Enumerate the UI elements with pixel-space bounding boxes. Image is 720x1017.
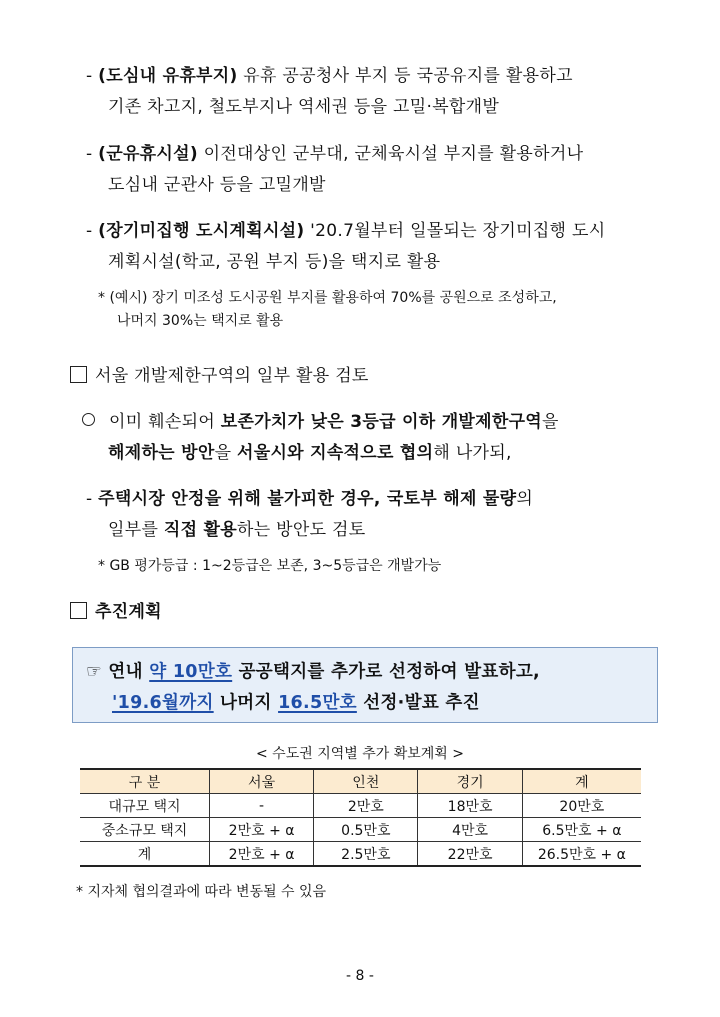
item-gun-line1 [86, 142, 583, 166]
table-row [80, 818, 641, 842]
text-span: 을 [542, 412, 559, 432]
dash-bullet: - [86, 144, 93, 164]
item-text: 이전대상인 군부대, 군체육시설 부지를 활용하거나 [197, 144, 584, 164]
header-cell: 경기 [418, 769, 522, 794]
pointing-hand-icon: ☞ [86, 662, 102, 682]
text-span: 이미 훼손되어 [109, 412, 221, 432]
table-cell: 2만호 + α [209, 842, 313, 867]
dash-bullet: - [86, 221, 93, 241]
bold-span: 보존가치가 낮은 3등급 이하 개발제한구역 [220, 412, 543, 432]
table-cell: 6.5만호 + α [522, 818, 641, 842]
text-span: 의 [516, 489, 534, 509]
table-cell: 0.5만호 [314, 818, 418, 842]
header-cell: 인천 [314, 769, 418, 794]
bold-span: 주택시장 안정을 위해 불가피한 경우, 국토부 해제 물량 [98, 489, 517, 509]
dash-bullet: - [86, 66, 93, 86]
item-dosim-line1 [86, 64, 573, 88]
item-heading: (군유휴시설) [98, 144, 198, 164]
item-jangi-line1 [86, 219, 605, 243]
section-title-text: 서울 개발제한구역의 일부 활용 검토 [95, 366, 369, 386]
table-caption: < 수도권 지역별 추가 확보계획 > [256, 746, 464, 762]
table-cell: 4만호 [418, 818, 522, 842]
table-cell: 2만호 [314, 794, 418, 818]
text-span: 선정·발표 추진 [356, 693, 480, 713]
gb-dash-item-line2 [108, 518, 365, 542]
bold-span: 해제하는 방안 [108, 443, 215, 463]
section-title-gb [70, 364, 369, 388]
table-cell: 26.5만호 + α [522, 842, 641, 867]
table-cell: 22만호 [418, 842, 522, 867]
section-title-text: 추진계획 [95, 602, 162, 622]
text-span: 공공택지를 추가로 선정하여 발표하고, [232, 662, 540, 682]
item-heading: (도심내 유휴부지) [98, 66, 238, 86]
table-cell: 2.5만호 [314, 842, 418, 867]
header-cell: 구 분 [80, 769, 209, 794]
gb-circle-item-line2 [108, 441, 512, 465]
callout-line1 [86, 660, 540, 684]
bold-span: 직접 활용 [163, 520, 237, 540]
text-span: 을 [214, 443, 237, 463]
item-heading: (장기미집행 도시계획시설) [98, 221, 305, 241]
callout-line2 [112, 691, 480, 715]
gb-grade-note: * GB 평가등급 : 1~2등급은 보존, 3~5등급은 개발가능 [98, 558, 442, 574]
note-star: * [98, 290, 105, 306]
square-bullet-icon [70, 366, 87, 383]
gb-dash-item-line1 [86, 487, 533, 511]
header-cell: 서울 [209, 769, 313, 794]
example-note-line2: 나머지 30%는 택지로 활용 [117, 313, 284, 329]
circle-bullet-icon [82, 413, 95, 426]
table-cell: 20만호 [522, 794, 641, 818]
table-header-row [80, 769, 641, 794]
text-span: 하는 방안도 검토 [236, 520, 366, 540]
square-bullet-icon [70, 602, 87, 619]
item-dosim-line2: 기존 차고지, 철도부지나 역세권 등을 고밀·복합개발 [108, 97, 500, 117]
item-text: 유휴 공공청사 부지 등 국공유지를 활용하고 [237, 66, 573, 86]
text-span: 일부를 [108, 520, 164, 540]
item-text: '20.7월부터 일몰되는 장기미집행 도시 [304, 221, 606, 241]
text-span: 연내 [108, 662, 150, 682]
table-footnote: * 지자체 협의결과에 따라 변동될 수 있음 [76, 884, 327, 900]
item-jangi-line2: 계획시설(학교, 공원 부지 등)을 택지로 활용 [108, 252, 441, 272]
page-number: - 8 - [346, 968, 374, 984]
example-note-line1 [98, 288, 557, 308]
note-text: (예시) 장기 미조성 도시공원 부지를 활용하여 70%를 공원으로 조성하고, [109, 290, 557, 306]
table-cell: 2만호 + α [209, 818, 313, 842]
regional-plan-table [80, 768, 641, 867]
highlight-span: 약 10만호 [149, 662, 233, 682]
header-cell: 계 [522, 769, 641, 794]
section-title-plan [70, 600, 162, 624]
item-gun-line2: 도심내 군관사 등을 고밀개발 [108, 175, 326, 195]
dash-bullet: - [86, 489, 93, 509]
table-row [80, 794, 641, 818]
row-label-cell: 중소규모 택지 [80, 818, 209, 842]
table-cell: 18만호 [418, 794, 522, 818]
table-row [80, 842, 641, 867]
text-span: 해 나가되, [433, 443, 512, 463]
gb-circle-item-line1 [82, 410, 559, 434]
bold-span: 서울시와 지속적으로 협의 [237, 443, 434, 463]
row-label-cell: 계 [80, 842, 209, 867]
row-label-cell: 대규모 택지 [80, 794, 209, 818]
highlight-span: '19.6월까지 [112, 693, 214, 713]
table-cell: - [209, 794, 313, 818]
highlight-span: 16.5만호 [278, 693, 357, 713]
text-span: 나머지 [213, 693, 279, 713]
